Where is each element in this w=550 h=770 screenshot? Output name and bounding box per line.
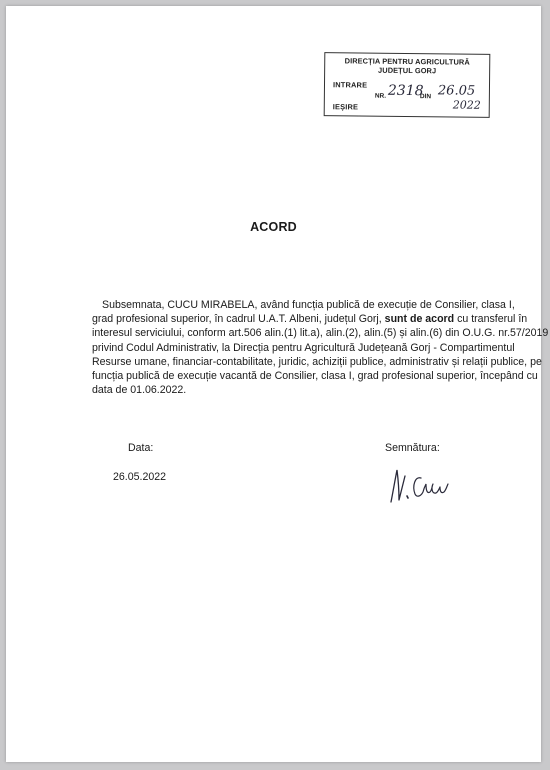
paragraph-line: grad profesional superior, în cadrul U.A.T. Albeni, județul Gorj, sunt de acord cu transferul în xyxy=(92,313,528,325)
signature-label: Semnătura: xyxy=(385,442,440,454)
stamp-org-line2: JUDEȚUL GORJ xyxy=(378,65,437,76)
paragraph-line: privind Codul Administrativ, la Direcția pentru Agricultură Județeană Gorj - Compartimentul xyxy=(92,342,515,354)
document-page xyxy=(6,6,549,762)
stamp-iesire-label: IEȘIRE xyxy=(332,102,359,112)
handwritten-signature xyxy=(385,462,455,507)
agreement-emphasis: sunt de acord xyxy=(384,313,455,325)
stamp-handwritten-number: 2318 xyxy=(387,82,424,100)
stamp-handwritten-year: 2022 xyxy=(452,98,481,112)
stamp-nr-label: NR. xyxy=(374,92,387,100)
stamp-din-label: DIN xyxy=(419,93,432,101)
registration-stamp xyxy=(324,52,491,118)
paragraph-line: interesul serviciului, conform art.506 alin.(1) lit.a), alin.(2), alin.(5) și alin.(6) din O.U.G. nr.57/2019 xyxy=(92,327,549,339)
stamp-handwritten-date: 26.05 xyxy=(437,83,476,99)
paragraph-line: Resurse umane, financiar-contabilitate, juridic, achiziții publice, administrativ și relații publice, pe xyxy=(92,356,542,368)
stamp-organization xyxy=(325,56,489,76)
document-title: ACORD xyxy=(250,220,297,234)
date-value: 26.05.2022 xyxy=(113,471,167,483)
paragraph-line: Subsemnata, CUCU MIRABELA, având funcția publică de execuție de Consilier, clasa I, xyxy=(102,299,515,311)
paragraph-line: funcția publică de execuție vacantă de Consilier, clasa I, grad profesional superior, începând cu xyxy=(92,370,538,382)
paragraph-line: data de 01.06.2022. xyxy=(92,384,187,396)
date-label: Data: xyxy=(128,442,154,454)
stamp-intrare-label: INTRARE xyxy=(332,80,368,90)
stamp-org-line1: DIRECȚIA PENTRU AGRICULTURĂ xyxy=(344,56,470,67)
